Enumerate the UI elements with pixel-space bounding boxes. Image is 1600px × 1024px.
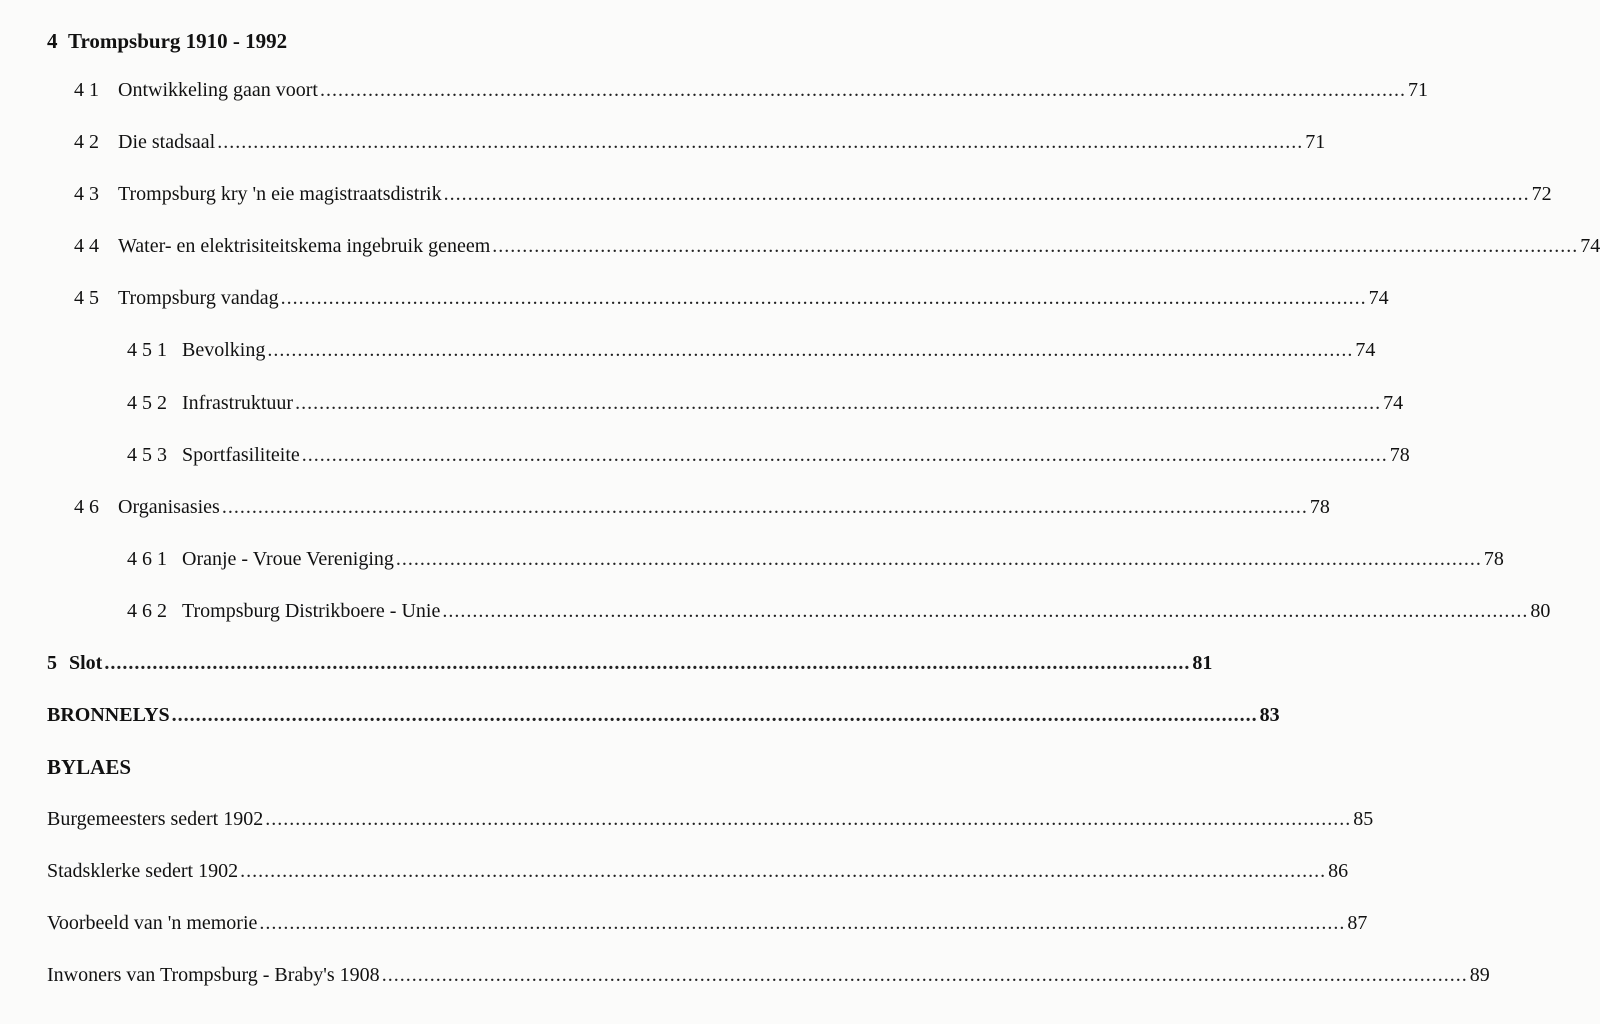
entry-label: BRONNELYS: [47, 704, 170, 726]
dot-leader: .....................................................................................................................................................................................: [395, 548, 1482, 570]
entry-label: Burgemeesters sedert 1902: [47, 808, 264, 830]
entry-number: 4 5 2: [127, 392, 167, 414]
dot-leader: .....................................................................................................................................................................................: [381, 964, 1468, 986]
dot-leader: .....................................................................................................................................................................................: [221, 496, 1308, 518]
toc-entry[interactable]: [127, 547, 1504, 571]
entry-page-number: 81: [1192, 652, 1213, 674]
toc-entry[interactable]: [74, 182, 1552, 206]
entry-page-number: 78: [1309, 496, 1330, 518]
entry-label: Trompsburg vandag: [118, 287, 279, 309]
dot-leader: .....................................................................................................................................................................................: [171, 704, 1258, 726]
toc-entry[interactable]: [74, 495, 1330, 519]
entry-label: Trompsburg Distrikboere - Unie: [182, 600, 441, 622]
dot-leader: .....................................................................................................................................................................................: [295, 392, 1382, 414]
toc-entry[interactable]: [47, 807, 1374, 831]
dot-leader: .....................................................................................................................................................................................: [443, 183, 1530, 205]
entry-page-number: 86: [1328, 860, 1349, 882]
entry-page-number: 78: [1389, 444, 1410, 466]
entry-page-number: 74: [1580, 235, 1600, 257]
entry-page-number: 71: [1407, 79, 1428, 101]
entry-page-number: 78: [1483, 548, 1504, 570]
entry-label: Inwoners van Trompsburg - Braby's 1908: [47, 964, 380, 986]
entry-label: Oranje - Vroue Vereniging: [182, 548, 394, 570]
chapter-title: Trompsburg 1910 - 1992: [68, 29, 288, 53]
entry-page-number: 74: [1383, 392, 1404, 414]
entry-number: 4 6: [74, 496, 99, 518]
entry-label: Sportfasiliteite: [182, 444, 300, 466]
entry-number: 4 6 2: [127, 600, 167, 622]
entry-page-number: 74: [1368, 287, 1389, 309]
toc-entry-bronnelys[interactable]: [47, 703, 1280, 727]
toc-entry[interactable]: [127, 338, 1376, 362]
entry-label: Bevolking: [182, 339, 266, 361]
entry-label: Organisasies: [118, 496, 220, 518]
entry-label: Infrastruktuur: [182, 392, 294, 414]
entry-number: 4 5 3: [127, 444, 167, 466]
dot-leader: .....................................................................................................................................................................................: [492, 235, 1579, 257]
dot-leader: .....................................................................................................................................................................................: [259, 912, 1346, 934]
chapter-number: 4: [47, 29, 58, 53]
bylaes-heading: BYLAES: [47, 755, 132, 779]
entry-page-number: 89: [1469, 964, 1490, 986]
toc-entry[interactable]: [74, 130, 1326, 154]
toc-entry[interactable]: [74, 78, 1428, 102]
toc-entry[interactable]: [47, 859, 1349, 883]
dot-leader: .....................................................................................................................................................................................: [104, 652, 1191, 674]
dot-leader: .....................................................................................................................................................................................: [240, 860, 1327, 882]
entry-page-number: 83: [1259, 704, 1280, 726]
toc-entry-slot[interactable]: [47, 651, 1213, 675]
entry-label: Voorbeeld van 'n memorie: [47, 912, 258, 934]
entry-number: 4 2: [74, 131, 99, 153]
toc-entry[interactable]: [127, 599, 1551, 623]
entry-label: Ontwikkeling gaan voort: [118, 79, 318, 101]
dot-leader: .....................................................................................................................................................................................: [442, 600, 1529, 622]
entry-page-number: 71: [1305, 131, 1326, 153]
entry-page-number: 72: [1531, 183, 1552, 205]
dot-leader: .....................................................................................................................................................................................: [319, 79, 1406, 101]
entry-number: 4 5: [74, 287, 99, 309]
toc-entry[interactable]: [47, 911, 1368, 935]
entry-number: 4 3: [74, 183, 99, 205]
toc-entry[interactable]: [74, 234, 1600, 258]
entry-page-number: 80: [1530, 600, 1551, 622]
entry-page-number: 87: [1347, 912, 1368, 934]
entry-page-number: 85: [1353, 808, 1374, 830]
dot-leader: .....................................................................................................................................................................................: [280, 287, 1367, 309]
entry-label: Die stadsaal: [118, 131, 216, 153]
toc-entry[interactable]: [47, 963, 1490, 987]
dot-leader: .....................................................................................................................................................................................: [267, 339, 1354, 361]
entry-label: Stadsklerke sedert 1902: [47, 860, 239, 882]
entry-number: 4 5 1: [127, 339, 167, 361]
toc-entry[interactable]: [74, 286, 1389, 310]
dot-leader: .....................................................................................................................................................................................: [265, 808, 1352, 830]
entry-number: 4 4: [74, 235, 99, 257]
entry-number: 4 6 1: [127, 548, 167, 570]
dot-leader: .....................................................................................................................................................................................: [217, 131, 1304, 153]
entry-label: Slot: [69, 652, 103, 674]
entry-label: Water- en elektrisiteitskema ingebruik geneem: [118, 235, 491, 257]
chapter-4-heading: [47, 29, 287, 53]
entry-number: 4 1: [74, 79, 99, 101]
entry-number: 5: [47, 652, 57, 674]
toc-entry[interactable]: [127, 443, 1410, 467]
entry-label: Trompsburg kry 'n eie magistraatsdistrik: [118, 183, 442, 205]
entry-page-number: 74: [1355, 339, 1376, 361]
dot-leader: .....................................................................................................................................................................................: [301, 444, 1388, 466]
toc-entry[interactable]: [127, 391, 1404, 415]
